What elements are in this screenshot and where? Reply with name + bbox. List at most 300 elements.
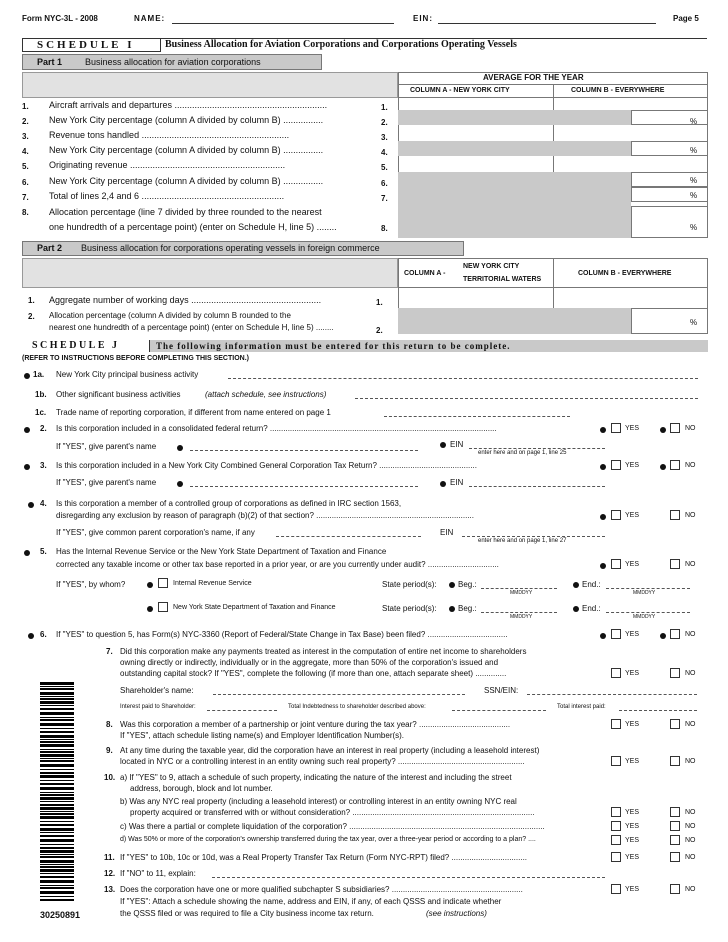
q9-line2: located in NYC or a controlling interest in an entity owning such real property? ......................................................... [120, 757, 525, 766]
p2-row2-line1: Allocation percentage (column A divided by column B rounded to the [49, 311, 291, 320]
part1-row-text: New York City percentage (column A divided by column B) ................ [49, 176, 324, 186]
barcode-bar [40, 801, 74, 802]
barcode-bar [40, 772, 74, 774]
ein-field[interactable] [438, 23, 656, 24]
q7-line2: owning directly or indirectly, individually or in the aggregate, more than 50% of the corporation's issued and [120, 658, 499, 667]
barcode-bar [40, 835, 74, 837]
p2-row1-ref: 1. [376, 298, 383, 307]
row4-gray [398, 141, 631, 156]
schedule-i-title: Business Allocation for Aviation Corporations and Corporations Operating Vessels [160, 38, 707, 52]
q6-number: 6. [40, 630, 47, 639]
part1-row-number: 5. [22, 162, 29, 171]
yes-label: YES [625, 837, 640, 844]
q1c-number: 1c. [35, 408, 47, 417]
part2-blank-header [22, 258, 398, 288]
p2-col-a-line2: TERRITORIAL WATERS [463, 276, 542, 283]
part1-row-number: 6. [22, 178, 29, 187]
part1-row-text: New York City percentage (column A divided by column B) ................ [49, 145, 324, 155]
part1-row-ref: 6. [381, 179, 388, 188]
ssn-ein-label: SSN/EIN: [484, 686, 519, 695]
q5-line1: Has the Internal Revenue Service or the New York State Department of Taxation and Finance [56, 547, 387, 556]
barcode-bar [40, 880, 74, 883]
q9-number: 9. [106, 746, 113, 755]
name-field[interactable] [172, 23, 394, 24]
barcode-bar [40, 854, 74, 855]
barcode-bar [40, 844, 74, 845]
no-label: NO [685, 670, 696, 677]
no-label: NO [685, 809, 696, 816]
q4-number: 4. [40, 499, 47, 508]
bullet-icon [147, 606, 153, 612]
q2-ein-note: enter here and on page 1, line 25 [478, 450, 567, 456]
no-checkbox[interactable] [670, 510, 680, 520]
q3-ein-label: EIN [450, 478, 464, 487]
barcode-bar [40, 896, 74, 897]
q4-common-field[interactable] [276, 536, 421, 537]
q1b-text: Other significant business activities [56, 390, 181, 399]
row8-pct: % [690, 223, 698, 232]
col-a-header: COLUMN A - NEW YORK CITY [410, 87, 510, 94]
q10d-text: d) Was 50% or more of the corporation's ownership transferred during the tax year, over a three-year period or according to a plan? .... [120, 836, 536, 843]
barcode-bar [40, 864, 74, 865]
mmddyy-3: MMDDYY [510, 614, 533, 620]
part1-row-ref: 7. [381, 194, 388, 203]
q7-line1: Did this corporation make any payments treated as interest in the computation of entire net income to shareholders [120, 647, 527, 656]
yes-checkbox[interactable] [611, 884, 621, 894]
barcode-bar [40, 839, 74, 842]
barcode-bar [40, 775, 74, 778]
no-label: NO [685, 561, 696, 568]
bullet-icon [440, 481, 446, 487]
q7-number: 7. [106, 647, 113, 656]
bullet-icon [660, 633, 666, 639]
barcode-bar [40, 751, 74, 753]
q5-number: 5. [40, 547, 47, 556]
q3-parent-label: If "YES", give parent's name [56, 478, 157, 487]
barcode-graphic [40, 682, 74, 902]
beg-field-2[interactable] [481, 612, 557, 613]
no-checkbox[interactable] [670, 807, 680, 817]
row6-pct: % [690, 176, 698, 185]
row2-gray [398, 110, 631, 125]
p2-row1-number: 1. [28, 296, 35, 305]
part1-row-ref: 2. [381, 118, 388, 127]
p2-ans-divider [553, 288, 554, 308]
bullet-icon [600, 514, 606, 520]
barcode-bar [40, 719, 74, 721]
barcode-bar [40, 728, 74, 729]
q12-field[interactable] [212, 877, 605, 878]
part1-row-ref: 4. [381, 148, 388, 157]
mmddyy-2: MMDDYY [633, 590, 656, 596]
bullet-icon [440, 442, 446, 448]
barcode-bar [40, 760, 74, 762]
part1-row-ref: 3. [381, 133, 388, 142]
barcode-bar [40, 749, 74, 750]
barcode-bar [40, 698, 74, 700]
bullet-icon [660, 464, 666, 470]
no-checkbox[interactable] [670, 821, 680, 831]
yes-checkbox[interactable] [611, 756, 621, 766]
barcode-number: 30250891 [40, 910, 81, 920]
q13-line2: If "YES": Attach a schedule showing the name, address and EIN, if any, of each QSSS and indicate whether [120, 897, 502, 906]
q12-text: If "NO" to 11, explain: [120, 869, 196, 878]
barcode-bar [40, 828, 74, 831]
no-label: NO [685, 758, 696, 765]
shareholder-name-field[interactable] [213, 694, 465, 695]
ssn-ein-field[interactable] [527, 694, 697, 695]
yes-label: YES [625, 512, 640, 519]
q4-line1: Is this corporation a member of a controlled group of corporations as defined in IRC section 1563, [56, 499, 402, 508]
row8-ref: 8. [381, 224, 388, 233]
beg-label-2: Beg.: [458, 604, 477, 613]
q2-ein-label: EIN [450, 440, 464, 449]
q4-ein-label: EIN [440, 528, 454, 537]
bullet-icon [28, 633, 34, 639]
p2-row2-gray [398, 308, 631, 334]
no-checkbox[interactable] [670, 423, 680, 433]
yes-label: YES [625, 462, 640, 469]
yes-label: YES [625, 758, 640, 765]
q3-text: Is this corporation included in a New York City Combined General Corporation Tax Return? ............................................ [56, 461, 477, 470]
yes-label: YES [625, 425, 640, 432]
q5-irs-checkbox[interactable] [158, 578, 168, 588]
yes-checkbox[interactable] [611, 835, 621, 845]
yes-checkbox[interactable] [611, 629, 621, 639]
barcode-bar [40, 816, 74, 819]
q1b-number: 1b. [35, 390, 47, 399]
no-label: NO [685, 721, 696, 728]
state-periods-label: State period(s): [382, 580, 437, 589]
p2-row2-line2: nearest one hundredth of a percentage point) (enter on Schedule H, line 5) ........ [49, 323, 334, 332]
barcode-bar [40, 723, 74, 726]
part1-row-number: 4. [22, 147, 29, 156]
barcode-bar [40, 899, 74, 901]
part1-row-text: Revenue tons handled ........................................................... [49, 130, 290, 140]
q7-line3: outstanding capital stock? If "YES", complete the following (if more than one, attach separate sheet) .............. [120, 669, 507, 678]
part1-title: Business allocation for aviation corporations [85, 57, 261, 67]
barcode-bar [40, 717, 74, 718]
yes-checkbox[interactable] [611, 423, 621, 433]
no-checkbox[interactable] [670, 719, 680, 729]
barcode-bar [40, 832, 74, 833]
q11-number: 11. [104, 853, 115, 862]
q10c-text: c) Was there a partial or complete liquidation of the corporation? ........................................................................................ [120, 822, 545, 831]
no-label: NO [685, 886, 696, 893]
total-debt-field[interactable] [452, 710, 546, 711]
yes-checkbox[interactable] [611, 460, 621, 470]
no-label: NO [685, 631, 696, 638]
p2-row2-ref: 2. [376, 326, 383, 335]
interest-paid-label: Interest paid to Shareholder: [120, 704, 196, 710]
part1-row-text: New York City percentage (column A divided by column B) ................ [49, 115, 324, 125]
q1b-field[interactable] [355, 398, 698, 399]
no-checkbox[interactable] [670, 629, 680, 639]
bullet-icon [147, 582, 153, 588]
bullet-icon [177, 445, 183, 451]
barcode-bar [40, 813, 74, 815]
beg-label: Beg.: [458, 580, 477, 589]
row8-pct-box[interactable] [631, 206, 708, 238]
barcode-bar [40, 712, 74, 715]
q13-number: 13. [104, 885, 116, 894]
no-checkbox[interactable] [670, 884, 680, 894]
schedule-j-refer: (REFER TO INSTRUCTIONS BEFORE COMPLETING THIS SECTION.) [22, 355, 249, 362]
barcode-bar [40, 754, 74, 757]
barcode-bar [40, 856, 74, 858]
schedule-j-badge-box [22, 340, 150, 352]
bullet-icon [600, 464, 606, 470]
barcode-bar [40, 701, 74, 704]
no-checkbox[interactable] [670, 835, 680, 845]
bullet-icon [449, 606, 455, 612]
bullet-icon [600, 427, 606, 433]
schedule-j-title: The following information must be entered for this return to be complete. [150, 340, 708, 352]
barcode-bar [40, 688, 74, 690]
q13-line1: Does the corporation have one or more qualified subchapter S subsidiaries? ........................................................... [120, 885, 523, 894]
q13-italic: (see instructions) [426, 909, 487, 918]
barcode [40, 682, 74, 902]
part1-row-number: 1. [22, 102, 29, 111]
q8-line1: Was this corporation a member of a partnership or joint venture during the tax year? ......................................... [120, 720, 511, 729]
q5-nys-checkbox[interactable] [158, 602, 168, 612]
p2-col-a-line1: NEW YORK CITY [463, 263, 520, 270]
part2-label: Part 2 [37, 243, 63, 253]
row8-gray [398, 206, 631, 238]
yes-checkbox[interactable] [611, 807, 621, 817]
name-label: NAME: [134, 14, 166, 23]
barcode-bar [40, 891, 74, 894]
q4-ein-field[interactable] [462, 536, 605, 537]
no-label: NO [685, 512, 696, 519]
part1-row-text: Aircraft arrivals and departures ............................................................. [49, 100, 328, 110]
barcode-bar [40, 708, 74, 710]
p2-row2-pct: % [690, 318, 698, 327]
barcode-bar [40, 741, 74, 743]
yes-checkbox[interactable] [611, 559, 621, 569]
barcode-bar [40, 792, 74, 793]
row7-pct: % [690, 191, 698, 200]
yes-label: YES [625, 809, 640, 816]
interest-paid-field[interactable] [207, 710, 277, 711]
bullet-icon [600, 563, 606, 569]
q1a-text: New York City principal business activity [56, 370, 199, 379]
col-b-header: COLUMN B - EVERYWHERE [571, 87, 665, 94]
schedule-i-badge: SCHEDULE I [37, 39, 135, 51]
shareholder-name-label: Shareholder's name: [120, 686, 194, 695]
barcode-bar [40, 824, 74, 826]
q10b-line1: b) Was any NYC real property (including a leasehold interest) or controlling interest in an entity owning NYC real [120, 797, 517, 806]
part1-label: Part 1 [37, 57, 63, 67]
q2-ein-field[interactable] [469, 448, 605, 449]
no-checkbox[interactable] [670, 756, 680, 766]
q8-number: 8. [106, 720, 113, 729]
part1-blank-header [22, 72, 398, 98]
bullet-icon [573, 606, 579, 612]
bullet-icon [177, 481, 183, 487]
q2-parent-field[interactable] [190, 450, 418, 451]
no-checkbox[interactable] [670, 460, 680, 470]
yes-checkbox[interactable] [611, 510, 621, 520]
part1-row-text: Total of lines 2,4 and 6 ......................................................... [49, 191, 285, 201]
q10a-line1: a) If "YES" to 9, attach a schedule of such property, indicating the nature of the interest and including the street [120, 773, 512, 782]
yes-checkbox[interactable] [611, 719, 621, 729]
q12-number: 12. [104, 869, 116, 878]
ein-label: EIN: [413, 14, 433, 23]
barcode-bar [40, 696, 74, 697]
beg-field-1[interactable] [481, 588, 557, 589]
yes-checkbox[interactable] [611, 668, 621, 678]
p2-row2-number: 2. [28, 312, 35, 321]
q8-line2: If "YES", attach schedule listing name(s) and Employer Identification Number(s). [120, 731, 405, 740]
p2-col-a-prefix: COLUMN A - [404, 270, 446, 277]
q11-text: If "YES" to 10b, 10c or 10d, was a Real Property Transfer Tax Return (Form NYC-RPT) filed? .................................. [120, 853, 528, 862]
q5-line2: corrected any taxable income or other tax base reported in a prior year, or are you currently under audit? ................................ [56, 560, 499, 569]
q2-number: 2. [40, 424, 47, 433]
barcode-bar [40, 850, 74, 853]
q2-text: Is this corporation included in a consolidated federal return? ...................................................................................................... [56, 424, 497, 433]
p2-row1-text: Aggregate number of working days .................................................... [49, 295, 322, 305]
row6-7-gray [398, 172, 631, 206]
barcode-bar [40, 769, 74, 770]
part2-title: Business allocation for corporations operating vessels in foreign commerce [81, 243, 380, 253]
q9-line1: At any time during the taxable year, did the corporation have an interest in real property (including a leasehold interest) [120, 746, 540, 755]
q4-common-label: If "YES", give common parent corporation's name, if any [56, 528, 255, 537]
bullet-icon [449, 582, 455, 588]
p2-col-b: COLUMN B - EVERYWHERE [578, 270, 672, 277]
barcode-bar [40, 885, 74, 886]
bullet-icon [28, 502, 34, 508]
barcode-bar [40, 873, 74, 874]
barcode-bar [40, 876, 74, 878]
barcode-bar [40, 847, 74, 849]
part1-row-number: 3. [22, 132, 29, 141]
q5-irs-label: Internal Revenue Service [173, 580, 252, 587]
bullet-icon [24, 464, 30, 470]
barcode-bar [40, 794, 74, 796]
bullet-icon [660, 427, 666, 433]
q10a-line2: address, borough, block and lot number. [130, 784, 273, 793]
part1-row-number: 2. [22, 117, 29, 126]
yes-label: YES [625, 561, 640, 568]
barcode-bar [40, 821, 74, 822]
barcode-bar [40, 783, 74, 785]
q3-ein-field[interactable] [469, 486, 605, 487]
end-label: End.: [582, 580, 601, 589]
yes-checkbox[interactable] [611, 852, 621, 862]
schedule-i-badge-box [22, 38, 160, 52]
q13-line3: the QSSS filed or was required to file a City business income tax return. [120, 909, 374, 918]
yes-checkbox[interactable] [611, 821, 621, 831]
q3-parent-field[interactable] [190, 486, 418, 487]
end-label-2: End.: [582, 604, 601, 613]
barcode-bar [40, 804, 74, 806]
end-field-2[interactable] [606, 612, 690, 613]
row8-line2: one hundredth of a percentage point) (enter on Schedule H, line 5) ........ [49, 222, 337, 232]
part1-row-text: Originating revenue .............................................................. [49, 160, 286, 170]
no-label: NO [685, 837, 696, 844]
barcode-bar [40, 797, 74, 800]
yes-label: YES [625, 721, 640, 728]
q2-parent-label: If "YES", give parent's name [56, 442, 157, 451]
row8-line1: Allocation percentage (line 7 divided by three rounded to the nearest [49, 207, 322, 217]
row2-pct: % [690, 117, 698, 126]
yes-label: YES [625, 854, 640, 861]
col-divider [553, 84, 554, 98]
mmddyy-4: MMDDYY [633, 614, 656, 620]
q10-number: 10. [104, 773, 116, 782]
q1b-italic: (attach schedule, see instructions) [205, 390, 327, 399]
barcode-bar [40, 787, 74, 790]
q10b-line2: property acquired or transferred with or without consideration? .................................................................................. [130, 808, 535, 817]
bullet-icon [600, 633, 606, 639]
no-checkbox[interactable] [670, 559, 680, 569]
q1c-field[interactable] [384, 416, 570, 417]
schedule-j-badge: SCHEDULE J [32, 340, 120, 351]
q1c-text: Trade name of reporting corporation, if different from name entered on page 1 [56, 408, 331, 417]
row4-pct: % [690, 146, 698, 155]
barcode-bar [40, 811, 74, 812]
yes-label: YES [625, 823, 640, 830]
part1-row-number: 7. [22, 193, 29, 202]
no-label: NO [685, 462, 696, 469]
end-field-1[interactable] [606, 588, 690, 589]
part1-row-ref: 1. [381, 103, 388, 112]
yes-label: YES [625, 886, 640, 893]
bullet-icon [24, 550, 30, 556]
barcode-bar [40, 764, 74, 767]
q5-whom-label: If "YES", by whom? [56, 580, 126, 589]
barcode-bar [40, 780, 74, 781]
page-number: Page 5 [673, 14, 699, 23]
q4-line2: disregarding any exclusion by reason of paragraph (b)(2) of that section? ....................................................................... [56, 511, 474, 520]
barcode-bar [40, 735, 74, 738]
p2-col-divider [553, 258, 554, 288]
total-interest-label: Total interest paid: [557, 704, 606, 710]
q5-nys-label: New York State Department of Taxation and Finance [173, 604, 336, 611]
barcode-bar [40, 686, 74, 687]
barcode-bar [40, 705, 74, 706]
no-label: NO [685, 425, 696, 432]
q4-ein-note: enter here and on page 1, line 27 [478, 538, 567, 544]
no-checkbox[interactable] [670, 852, 680, 862]
barcode-bar [40, 682, 74, 685]
total-debt-label: Total Indebtedness to shareholder described above: [288, 704, 426, 710]
barcode-bar [40, 869, 74, 872]
q1a-number: 1a. [33, 370, 45, 379]
bullet-icon [573, 582, 579, 588]
q1a-field[interactable] [228, 378, 698, 379]
barcode-bar [40, 758, 74, 759]
avg-header: AVERAGE FOR THE YEAR [483, 73, 584, 82]
q3-number: 3. [40, 461, 47, 470]
bullet-icon [24, 373, 30, 379]
state-periods-label-2: State period(s): [382, 604, 437, 613]
barcode-bar [40, 744, 74, 747]
q6-text: If "YES" to question 5, has Form(s) NYC-3360 (Report of Federal/State Change in Tax Base) been filed? .................................... [56, 630, 508, 639]
mmddyy-1: MMDDYY [510, 590, 533, 596]
barcode-bar [40, 731, 74, 733]
no-label: NO [685, 854, 696, 861]
no-checkbox[interactable] [670, 668, 680, 678]
barcode-bar [40, 887, 74, 889]
barcode-bar [40, 807, 74, 810]
bullet-icon [24, 427, 30, 433]
yes-label: YES [625, 631, 640, 638]
yes-label: YES [625, 670, 640, 677]
barcode-bar [40, 692, 74, 695]
total-interest-field[interactable] [619, 710, 697, 711]
